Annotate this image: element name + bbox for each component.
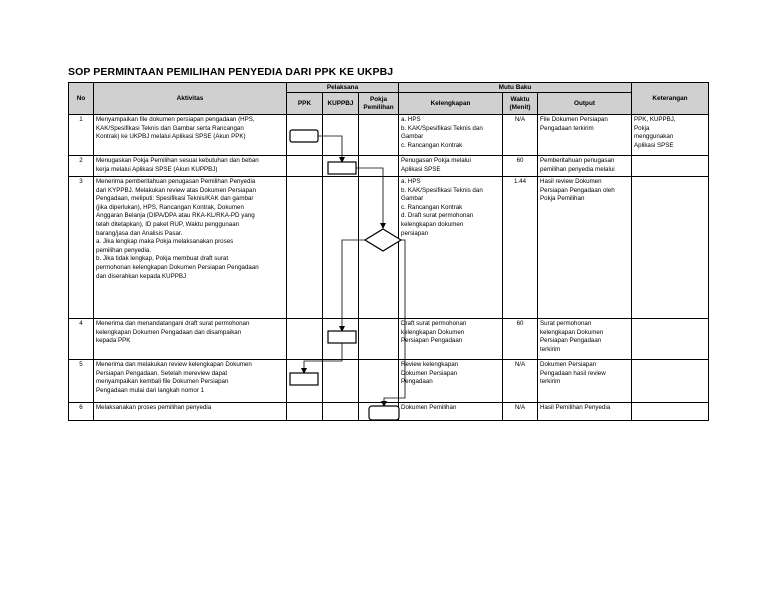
aktivitas-line: telah ditetapkan), ID paket RUP, Waktu penggunaan — [96, 220, 240, 228]
cell-aktivitas — [94, 115, 287, 156]
aktivitas-line: Menerima pemberitahuan penugasan Pemilihan Penyedia — [96, 178, 256, 185]
header-aktivitas: Aktivitas — [94, 83, 287, 115]
kelengkapan-line: Gambar — [401, 133, 424, 141]
kelengkapan-line: kelengkapan Dokumen — [401, 328, 465, 336]
output-line: Persiapan Pengadaan oleh — [540, 186, 615, 194]
cell-no: 6 — [69, 403, 94, 421]
kelengkapan-line: a. HPS — [401, 178, 421, 185]
aktivitas-line: menyampaikan kembali file Dokumen Persiapan — [96, 378, 229, 386]
cell-keterangan — [632, 115, 709, 156]
aktivitas-line: Anggaran Belanja (DIPA/DPA atau RKA-KL/RKA-PD yang — [96, 212, 255, 220]
cell-output — [538, 319, 632, 360]
aktivitas-line: Persiapan Pengadaan. Setelah mereview dapat — [96, 369, 228, 377]
cell-output — [538, 156, 632, 177]
keterangan-line: Pokja — [634, 124, 650, 132]
cell-kelengkapan — [399, 319, 503, 360]
kelengkapan-line: Pengadaan — [401, 378, 433, 386]
header-waktu-line-1: Waktu — [510, 95, 530, 103]
cell-ppk — [287, 156, 323, 177]
cell-keterangan — [632, 403, 709, 421]
header-kelengkapan: Kelengkapan — [399, 93, 503, 115]
kelengkapan-line: Gambar — [401, 195, 424, 203]
cell-kelengkapan — [399, 177, 503, 319]
header-pelaksana: Pelaksana — [287, 83, 399, 93]
output-line: File Dokumen Persiapan — [540, 116, 608, 123]
cell-aktivitas — [94, 403, 287, 421]
cell-output — [538, 360, 632, 403]
cell-no: 4 — [69, 319, 94, 360]
cell-kelengkapan — [399, 403, 503, 421]
aktivitas-line: barang/jasa dan Analisis Pasar. — [96, 229, 183, 237]
cell-output — [538, 115, 632, 156]
output-line: Pemberitahuan penugasan — [540, 157, 615, 164]
table-row — [69, 360, 709, 403]
header-output: Output — [538, 93, 632, 115]
cell-aktivitas — [94, 360, 287, 403]
kelengkapan-line: b. KAK/Spesifikasi Teknis dan — [401, 186, 483, 194]
output-line: Persiapan Pengadaan — [540, 337, 602, 345]
header-mutu-baku: Mutu Baku — [399, 83, 632, 93]
aktivitas-line: Kontrak) ke UKPBJ melalui Aplikasi SPSE (Akun PPK) — [96, 133, 246, 141]
cell-keterangan — [632, 177, 709, 319]
kelengkapan-line: Dokumen Pemilihan — [401, 404, 457, 411]
aktivitas-line: Pengadaan mulai dari langkah nomor 1 — [96, 386, 205, 394]
header-waktu — [503, 93, 538, 115]
cell-pokja — [359, 403, 399, 421]
cell-no: 3 — [69, 177, 94, 319]
kelengkapan-line: d. Draft surat permohonan — [401, 212, 474, 220]
kelengkapan-line: Dokumen Persiapan — [401, 369, 458, 377]
cell-kuppbj — [323, 115, 359, 156]
kelengkapan-line: Penugasan Pokja melalui — [401, 157, 471, 164]
sop-table — [68, 82, 709, 421]
aktivitas-line: kerja melalui Aplikasi SPSE (Akun KUPPBJ) — [96, 165, 218, 173]
output-line: kelengkapan Dokumen — [540, 328, 604, 336]
cell-output — [538, 177, 632, 319]
cell-ppk — [287, 360, 323, 403]
cell-output — [538, 403, 632, 421]
kelengkapan-line: c. Rancangan Kontrak — [401, 141, 463, 149]
aktivitas-line: Menerima dan menandatangani draft surat permohonan — [96, 320, 250, 327]
cell-ppk — [287, 319, 323, 360]
kelengkapan-line: persiapan — [401, 229, 429, 237]
cell-kuppbj — [323, 319, 359, 360]
cell-waktu: 60 — [503, 156, 538, 177]
table-row — [69, 156, 709, 177]
aktivitas-line: kelengkapan Dokumen Pengadaan dan disampaikan — [96, 328, 242, 336]
cell-no: 1 — [69, 115, 94, 156]
header-pokja-line-1: Pokja — [369, 95, 388, 103]
table-row — [69, 115, 709, 156]
header-no: No — [69, 83, 94, 115]
aktivitas-line: dan diserahkan kepada KUPPBJ — [96, 272, 187, 280]
kelengkapan-line: Draft surat permohonan — [401, 320, 467, 327]
output-line: Dokumen Persiapan — [540, 361, 597, 368]
keterangan-line: menggunakan — [634, 133, 674, 141]
header-keterangan: Keterangan — [632, 83, 709, 115]
aktivitas-line: Melaksanakan proses pemilihan penyedia — [96, 404, 212, 411]
keterangan-line: Aplikasi SPSE — [634, 141, 674, 149]
header-pokja-line-2: Pemilihan — [363, 103, 394, 111]
cell-pokja — [359, 177, 399, 319]
aktivitas-line: (jika diperlukan), HPS, Rancangan Kontrak, Dokumen — [96, 203, 244, 211]
output-line: Pengadaan hasil review — [540, 369, 606, 377]
cell-aktivitas — [94, 177, 287, 319]
header-pokja — [359, 93, 399, 115]
page-title: SOP PERMINTAAN PEMILIHAN PENYEDIA DARI PPK KE UKPBJ — [68, 66, 394, 78]
table-row — [69, 403, 709, 421]
kelengkapan-line: Review kelengkapan — [401, 361, 459, 368]
cell-waktu: 60 — [503, 319, 538, 360]
kelengkapan-line: Persiapan Pengadaan — [401, 337, 463, 345]
output-line: Surat permohonan — [540, 320, 592, 327]
aktivitas-line: Menyampaikan file dokumen persiapan pengadaan (HPS, — [96, 116, 255, 123]
table-row — [69, 319, 709, 360]
cell-kuppbj — [323, 177, 359, 319]
aktivitas-line: kepada PPK — [96, 337, 131, 345]
table-row — [69, 177, 709, 319]
cell-no: 5 — [69, 360, 94, 403]
cell-keterangan — [632, 156, 709, 177]
aktivitas-line: pemilihan penyedia. — [96, 246, 152, 254]
cell-kuppbj — [323, 360, 359, 403]
kelengkapan-line: Aplikasi SPSE — [401, 165, 441, 173]
cell-waktu: N/A — [503, 360, 538, 403]
cell-kelengkapan — [399, 360, 503, 403]
cell-no: 2 — [69, 156, 94, 177]
output-line: pemilihan penyedia melalui — [540, 165, 615, 173]
output-line: terkirim — [540, 345, 561, 353]
cell-kelengkapan — [399, 115, 503, 156]
cell-ppk — [287, 403, 323, 421]
header-ppk: PPK — [287, 93, 323, 115]
cell-kelengkapan — [399, 156, 503, 177]
output-line: Pokja Pemilihan — [540, 195, 585, 203]
cell-waktu: N/A — [503, 115, 538, 156]
aktivitas-line: dari KYPPBJ. Melakukan review atas Dokumen Persiapan — [96, 186, 256, 194]
aktivitas-line: Menugaskan Pokja Pemilihan sesuai kebutuhan dan beban — [96, 157, 259, 164]
header-waktu-line-2: (Menit) — [509, 103, 531, 111]
cell-keterangan — [632, 360, 709, 403]
header-kuppbj: KUPPBJ — [323, 93, 359, 115]
aktivitas-line: permohonan kelengkapan Dokumen Persiapan Pengadaan — [96, 263, 259, 271]
cell-aktivitas — [94, 156, 287, 177]
kelengkapan-line: c. Rancangan Kontrak — [401, 203, 463, 211]
cell-waktu: N/A — [503, 403, 538, 421]
kelengkapan-line: b. KAK/Spesifikasi Teknis dan — [401, 124, 483, 132]
cell-kuppbj — [323, 156, 359, 177]
cell-pokja — [359, 319, 399, 360]
cell-pokja — [359, 360, 399, 403]
cell-aktivitas — [94, 319, 287, 360]
cell-ppk — [287, 115, 323, 156]
output-line: Hasil review Dokumen — [540, 178, 602, 185]
cell-waktu: 1.44 — [503, 177, 538, 319]
output-line: Pengadaan terkirim — [540, 124, 594, 132]
cell-ppk — [287, 177, 323, 319]
cell-pokja — [359, 115, 399, 156]
kelengkapan-line: kelengkapan dokumen — [401, 220, 464, 228]
aktivitas-line: a. Jika lengkap maka Pokja melaksanakan proses — [96, 238, 234, 246]
kelengkapan-line: a. HPS — [401, 116, 421, 123]
keterangan-line: PPK, KUPPBJ, — [634, 116, 676, 123]
aktivitas-line: Menerima dan melakukan review kelengkapan Dokumen — [96, 361, 252, 368]
aktivitas-line: KAK/Spesifikasi Teknis dan Gambar serta Rancangan — [96, 124, 244, 132]
aktivitas-line: b. Jika tidak lengkap, Pokja membuat draft surat — [96, 255, 229, 263]
output-line: Hasil Pemilihan Penyedia — [540, 404, 611, 411]
output-line: terkirim — [540, 378, 561, 386]
aktivitas-line: Pengadaan, meliputi: Spesifikasi Teknis/KAK dan gambar — [96, 195, 254, 203]
cell-kuppbj — [323, 403, 359, 421]
cell-keterangan — [632, 319, 709, 360]
cell-pokja — [359, 156, 399, 177]
